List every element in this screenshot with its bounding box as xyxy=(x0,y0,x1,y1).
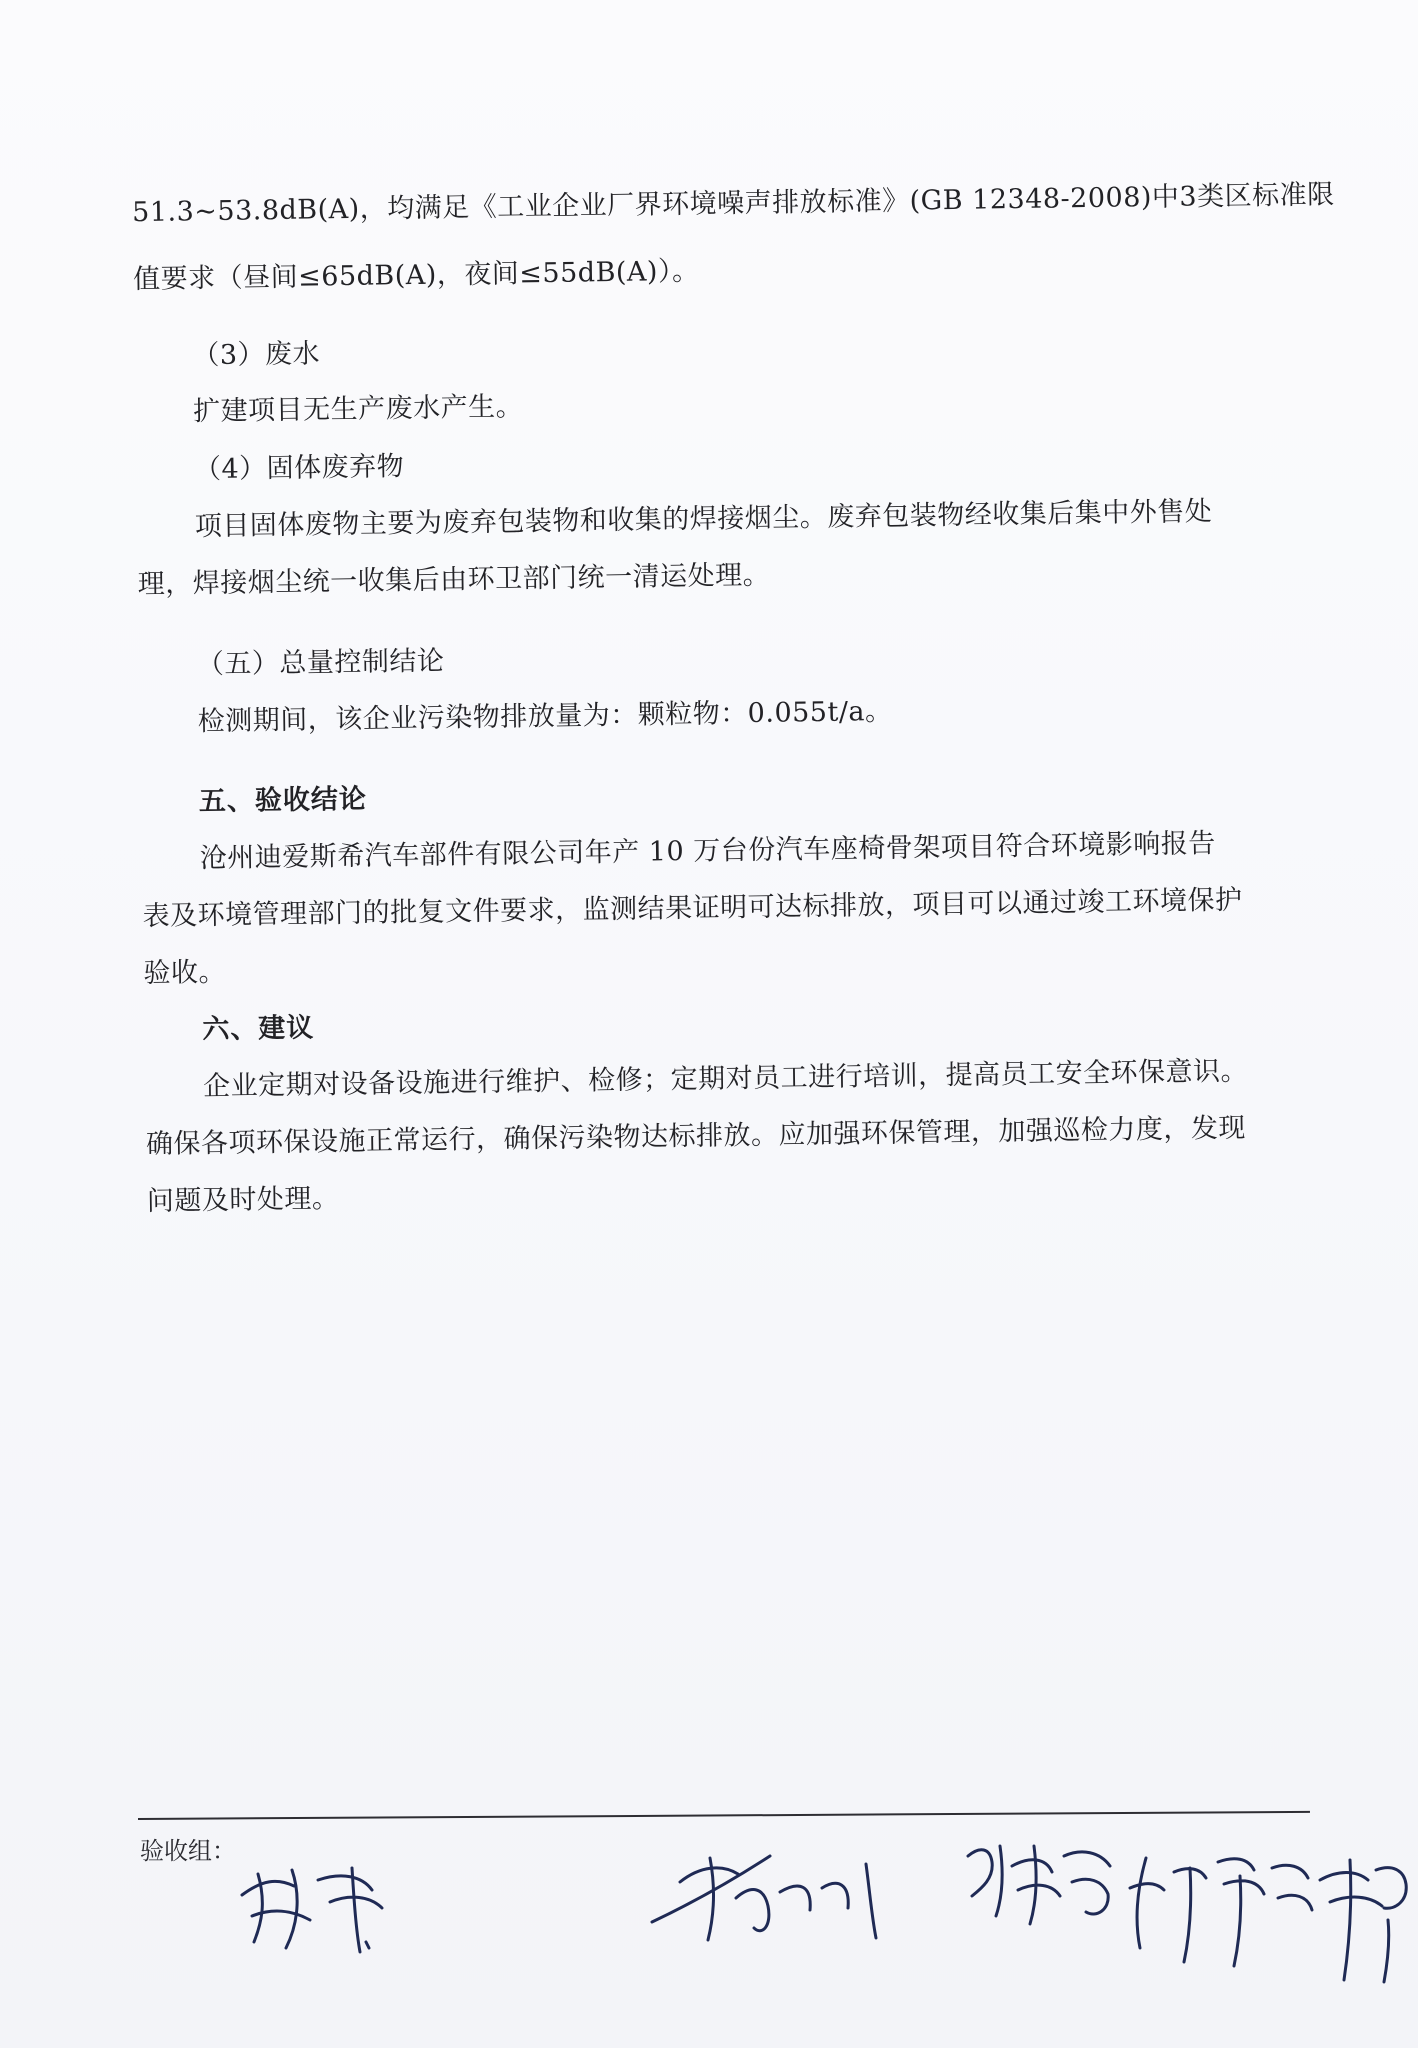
suggestion-line-2: 确保各项环保设施正常运行，确保污染物达标排放。应加强环保管理，加强巡检力度，发现 xyxy=(145,1112,1247,1161)
acceptance-group-label: 验收组： xyxy=(140,1837,236,1865)
solid-waste-line-2: 理，焊接烟尘统一收集后由环卫部门统一清运处理。 xyxy=(137,559,771,601)
suggestion-line-3: 问题及时处理。 xyxy=(146,1183,340,1218)
total-control-heading: （五）总量控制结论 xyxy=(196,645,445,681)
signature-block xyxy=(0,1790,1418,2048)
signature-xin-fu xyxy=(1310,1840,1414,1990)
signature-song-jiazhou xyxy=(640,1834,900,1954)
acceptance-conclusion-line-3: 验收。 xyxy=(143,956,227,990)
suggestion-heading: 六、建议 xyxy=(202,1012,315,1046)
suggestion-line-1: 企业定期对设备设施进行维护、检修；定期对员工进行培训，提高员工安全环保意识。 xyxy=(202,1055,1249,1103)
noise-result-line-1: 51.3~53.8dB(A)，均满足《工业企业厂界环境噪声排放标准》(GB 12348-2008)中3类区标准限 xyxy=(131,179,1335,229)
total-control-text: 检测期间，该企业污染物排放量为：颗粒物：0.055t/a。 xyxy=(197,695,893,738)
noise-result-line-2: 值要求（昼间≤65dB(A)，夜间≤55dB(A)）。 xyxy=(132,255,700,296)
signature-li-pinghua xyxy=(232,1850,402,1960)
acceptance-conclusion-line-2: 表及环境管理部门的批复文件要求，监测结果证明可达标排放，项目可以通过竣工环境保护 xyxy=(142,884,1243,933)
solid-waste-line-1: 项目固体废物主要为废弃包装物和收集的焊接烟尘。废弃包装物经收集后集中外售处 xyxy=(194,496,1213,543)
signature-fu-xingkuan xyxy=(1122,1838,1322,1978)
solid-waste-heading: （4）固体废弃物 xyxy=(193,451,405,486)
signature-feng-jinyan xyxy=(960,1826,1120,1936)
wastewater-text: 扩建项目无生产废水产生。 xyxy=(192,391,524,428)
wastewater-heading: （3）废水 xyxy=(192,338,321,372)
acceptance-conclusion-heading: 五、验收结论 xyxy=(198,783,368,818)
acceptance-conclusion-line-1: 沧州迪爱斯希汽车部件有限公司年产 10 万台份汽车座椅骨架项目符合环境影响报告 xyxy=(199,828,1216,875)
signature-divider xyxy=(138,1811,1310,1820)
